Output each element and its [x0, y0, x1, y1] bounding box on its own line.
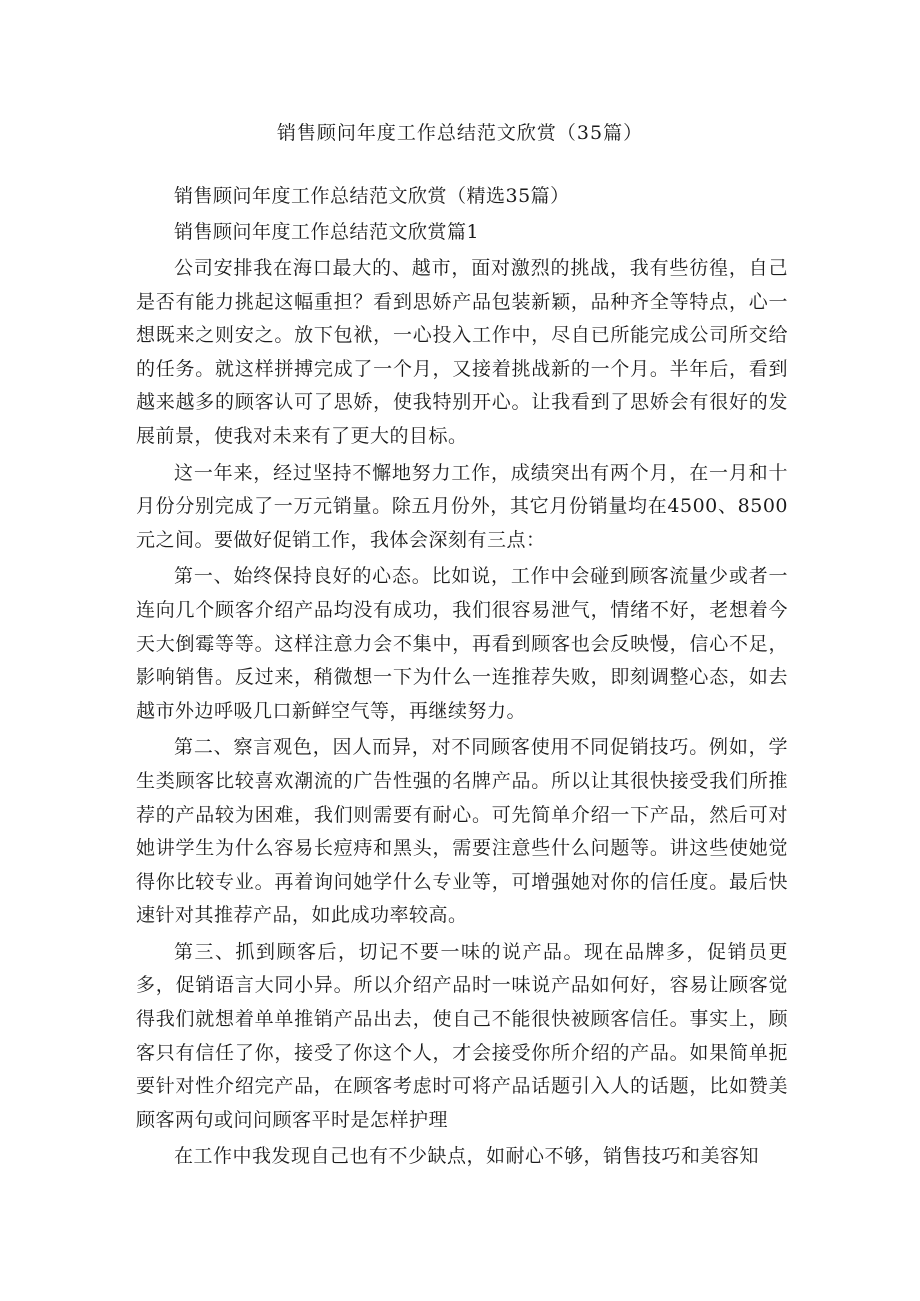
section-heading: 销售顾问年度工作总结范文欣赏篇1 — [174, 221, 480, 243]
document-body — [136, 178, 788, 1174]
document-subtitle: 销售顾问年度工作总结范文欣赏（精选35篇） — [174, 185, 570, 207]
document-title: 销售顾问年度工作总结范文欣赏（35篇） — [276, 122, 644, 144]
paragraph-shortcomings: 在工作中我发现自己也有不少缺点，如耐心不够，销售技巧和美容知 — [174, 1145, 760, 1168]
paragraph-point-two: 第二、察言观色，因人而异，对不同顾客使用不同促销技巧。例如，学生类顾客比较喜欢潮流的广告性强的名牌产品。所以让其很快接受我们所推荐的产品较为困难，我们则需要有耐心。可先简单介绍一下产品，然后可对她讲学生为什么容易长痘痔和黑头，需要注意些什么问题等。讲这些使她觉得你比较专业。再着询问她学什么专业等，可增强她对你的信任度。最后快速针对其推荐产品，如此成功率较高。 — [136, 736, 788, 927]
paragraph-results: 这一年来，经过坚持不懈地努力工作，成绩突出有两个月，在一月和十月份分别完成了一万元销量。除五月份外，其它月份销量均在4500、8500元之间。要做好促销工作，我体会深刻有三点： — [136, 461, 788, 551]
paragraph-intro: 公司安排我在海口最大的、越市，面对激烈的挑战，我有些彷徨，自己是否有能力挑起这幅重担？看到思娇产品包装新颖，品种齐全等特点，心一想既来之则安之。放下包袱，一心投入工作中，尽自已所能完成公司所交给的任务。就这样拼搏完成了一个月，又接着挑战新的一个月。半年后，看到越来越多的顾客认可了思娇，使我特别开心。让我看到了思娇会有很好的发展前景，使我对未来有了更大的目标。 — [136, 257, 788, 447]
paragraph-point-three: 第三、抓到顾客后，切记不要一味的说产品。现在品牌多，促销员更多，促销语言大同小异。所以介绍产品时一味说产品如何好，容易让顾客觉得我们就想着单单推销产品出去，使自己不能很快被顾客信任。事实上，顾客只有信任了你，接受了你这个人，才会接受你所介绍的产品。如果简单扼要针对性介绍完产品，在顾客考虑时可将产品话题引入人的话题，比如赞美顾客两句或问问顾客平时是怎样护理 — [136, 940, 788, 1131]
paragraph-point-one: 第一、始终保持良好的心态。比如说，工作中会碰到顾客流量少或者一连向几个顾客介绍产品均没有成功，我们很容易泄气，情绪不好，老想着今天大倒霉等等。这样注意力会不集中，再看到顾客也会反映慢，信心不足，影响销售。反过来，稍微想一下为什么一连推荐失败，即刻调整心态，如去越市外边呼吸几口新鲜空气等，再继续努力。 — [136, 565, 788, 722]
